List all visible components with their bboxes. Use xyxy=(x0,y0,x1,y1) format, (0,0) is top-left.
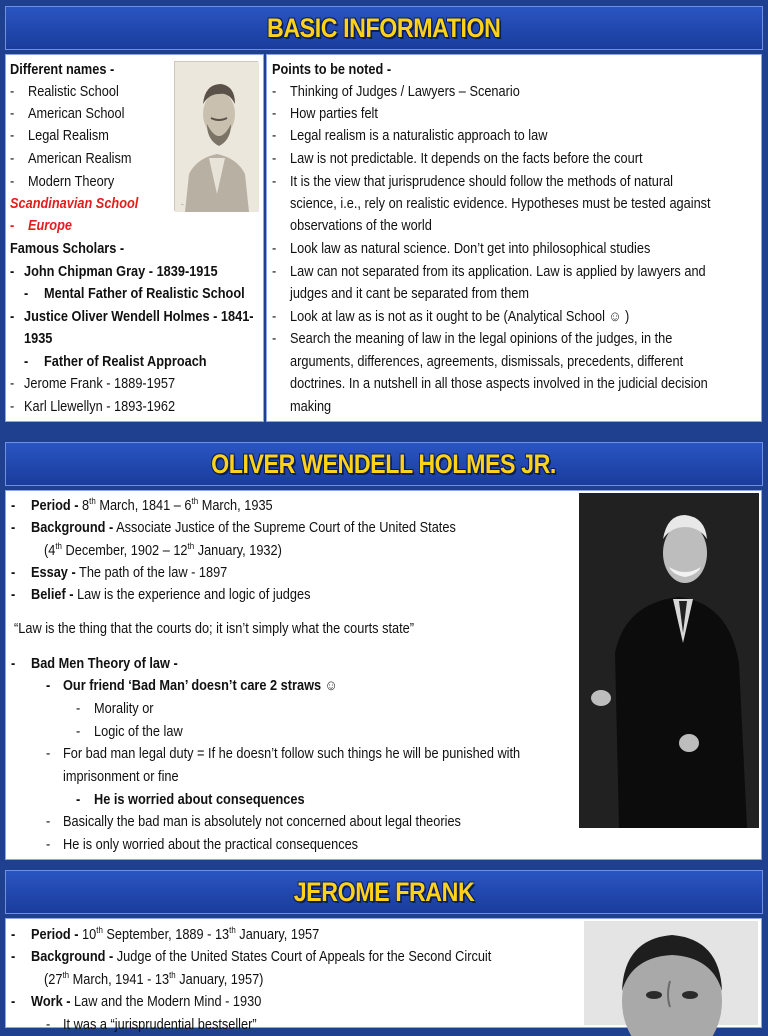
slide-title-banner xyxy=(5,442,763,486)
scandinavian-school: Scandinavian School xyxy=(10,196,139,212)
bullet: - xyxy=(24,354,29,370)
point-line: How parties felt xyxy=(290,106,378,122)
essay-text: The path of the law - 1897 xyxy=(79,565,228,581)
name-item: Realistic School xyxy=(28,84,119,100)
period-label: Period - xyxy=(31,927,79,943)
point-line-cont: observations of the world xyxy=(290,218,432,234)
point-line-cont: science, i.e., rely on realistic evidence. Hypotheses must be tested against xyxy=(290,196,711,212)
belief-text: Law is the experience and logic of judges xyxy=(77,587,311,603)
essay-line xyxy=(31,562,227,584)
point-line-cont: judges and it cant be separated from them xyxy=(290,286,530,302)
scholar-frank: Jerome Frank - 1889-1957 xyxy=(24,376,176,392)
background-label: Background - xyxy=(31,520,114,536)
bullet: - xyxy=(11,498,16,514)
scholar-holmes: Justice Oliver Wendell Holmes - 1841- xyxy=(24,309,254,325)
slide-title: OLIVER WENDELL HOLMES JR. xyxy=(211,448,557,479)
bullet: - xyxy=(76,792,81,808)
point-line: Search the meaning of law in the legal opinions of the judges, in the xyxy=(290,331,673,347)
date-sup: th xyxy=(55,541,62,552)
bullet: - xyxy=(10,151,15,167)
period-end: March, 1935 xyxy=(198,498,273,514)
period-day: 10 xyxy=(82,927,97,943)
bullet: - xyxy=(76,701,81,717)
holmes-panel xyxy=(5,490,762,860)
period-sup: th xyxy=(96,925,103,936)
background-line xyxy=(31,517,456,539)
gray-note: Mental Father of Realistic School xyxy=(44,286,245,302)
date-sup: th xyxy=(169,970,176,981)
scholar-llewellyn: Karl Llewellyn - 1893-1962 xyxy=(24,399,176,415)
bullet: - xyxy=(10,399,15,415)
bullet: - xyxy=(76,724,81,740)
point-line: It is the view that jurisprudence should follow the methods of natural xyxy=(290,174,674,190)
svg-text:~: ~ xyxy=(181,203,184,208)
date-part: (27 xyxy=(44,972,63,988)
period-end: January, 1957 xyxy=(235,927,320,943)
period-mid: September, 1889 - 13 xyxy=(102,927,230,943)
morality-line: Morality or xyxy=(94,701,154,717)
bullet: - xyxy=(46,837,51,853)
date-sup: th xyxy=(187,541,195,552)
frank-panel xyxy=(5,918,762,1033)
practical-line: He is only worried about the practical consequences xyxy=(63,837,359,853)
bullet: - xyxy=(272,84,277,100)
bullet: - xyxy=(10,106,15,122)
bullet: - xyxy=(46,814,51,830)
essay-label: Essay - xyxy=(31,565,76,581)
point-line: Look at law as is not as it ought to be (Analytical School ☺ ) xyxy=(290,309,630,325)
bullet: - xyxy=(272,106,277,122)
background-dates xyxy=(44,540,282,562)
bullet: - xyxy=(10,128,15,144)
bullet: - xyxy=(10,84,15,100)
bullet: - xyxy=(10,264,15,280)
portrait-sketch-image xyxy=(174,61,258,211)
bullet: - xyxy=(11,520,16,536)
bullet: - xyxy=(46,1017,51,1033)
bullet: - xyxy=(11,949,16,965)
point-line-cont: making xyxy=(290,399,332,415)
date-part: (4 xyxy=(44,543,56,559)
bullet: - xyxy=(11,927,16,943)
duty-line-cont: imprisonment or fine xyxy=(63,769,179,785)
left-panel xyxy=(5,54,264,422)
names-heading: Different names - xyxy=(10,62,115,78)
belief-label: Belief - xyxy=(31,587,74,603)
worried-line: He is worried about consequences xyxy=(94,792,305,808)
bullet: - xyxy=(11,994,16,1010)
work-line xyxy=(31,991,261,1013)
name-item: Modern Theory xyxy=(28,174,115,190)
date-sup: th xyxy=(62,970,70,981)
scholars-heading: Famous Scholars - xyxy=(10,241,125,257)
holmes-quote: “Law is the thing that the courts do; it isn’t simply what the courts state” xyxy=(14,621,415,637)
slide-basic-information xyxy=(0,0,768,430)
basically-line: Basically the bad man is absolutely not concerned about legal theories xyxy=(63,814,461,830)
name-item: American Realism xyxy=(28,151,132,167)
right-panel xyxy=(266,54,762,422)
bullet: - xyxy=(272,264,277,280)
logic-line: Logic of the law xyxy=(94,724,183,740)
slide-holmes xyxy=(0,434,768,864)
period-sup: th xyxy=(89,496,96,507)
badmen-heading: Bad Men Theory of law - xyxy=(31,656,178,672)
point-line-cont: arguments, differences, agreements, dismissals, precedents, different xyxy=(290,354,684,370)
slide-title-banner xyxy=(5,6,763,50)
scholar-gray: John Chipman Gray - 1839-1915 xyxy=(24,264,218,280)
bestseller-line: It was a “jurisprudential bestseller” xyxy=(63,1017,257,1033)
bullet: - xyxy=(46,746,51,762)
name-item: Legal Realism xyxy=(28,128,109,144)
duty-line: For bad man legal duty = If he doesn’t follow such things he will be punished with xyxy=(63,746,521,762)
period-sup: th xyxy=(191,496,199,507)
date-part: December, 1902 – 12 xyxy=(61,543,188,559)
frank-portrait-image xyxy=(584,921,758,1025)
bullet: - xyxy=(46,678,51,694)
scholar-holmes-cont: 1935 xyxy=(24,331,53,347)
period-mid: March, 1841 – 6 xyxy=(95,498,192,514)
point-line: Law can not separated from its application. Law is applied by lawyers and xyxy=(290,264,706,280)
background-text: Associate Justice of the Supreme Court of the United States xyxy=(116,520,456,536)
date-part: January, 1932) xyxy=(194,543,282,559)
period-day: 8 xyxy=(82,498,90,514)
point-line: Law is not predictable. It depends on the facts before the court xyxy=(290,151,643,167)
bullet: - xyxy=(272,331,277,347)
holmes-note: Father of Realist Approach xyxy=(44,354,207,370)
point-line: Look law as natural science. Don’t get into philosophical studies xyxy=(290,241,651,257)
bullet: - xyxy=(10,218,15,234)
bullet: - xyxy=(11,587,16,603)
point-line: Thinking of Judges / Lawyers – Scenario xyxy=(290,84,520,100)
point-line-cont: doctrines. In a nutshell in all those aspects involved in the judicial decision xyxy=(290,376,708,392)
bullet: - xyxy=(272,151,277,167)
bullet: - xyxy=(10,174,15,190)
bullet: - xyxy=(272,241,277,257)
bullet: - xyxy=(272,128,277,144)
work-label: Work - xyxy=(31,994,71,1010)
bullet: - xyxy=(272,309,277,325)
slide-title: BASIC INFORMATION xyxy=(267,12,501,43)
bullet: - xyxy=(11,565,16,581)
work-text: Law and the Modern Mind - 1930 xyxy=(74,994,262,1010)
slide-title-banner xyxy=(5,870,763,914)
bullet: - xyxy=(24,286,29,302)
bullet: - xyxy=(10,309,15,325)
bullet: - xyxy=(10,376,15,392)
europe: Europe xyxy=(28,218,72,234)
name-item: American School xyxy=(28,106,125,122)
belief-line xyxy=(31,584,310,606)
slide-title: JEROME FRANK xyxy=(293,876,475,907)
background-dates xyxy=(44,969,263,991)
friend-line: Our friend ‘Bad Man’ doesn’t care 2 straws ☺ xyxy=(63,678,338,694)
background-text: Judge of the United States Court of Appeals for the Second Circuit xyxy=(116,949,492,965)
period-label: Period - xyxy=(31,498,79,514)
bullet: - xyxy=(11,656,16,672)
period-sup: th xyxy=(229,925,236,936)
background-label: Background - xyxy=(31,949,114,965)
bullet: - xyxy=(272,174,277,190)
points-heading: Points to be noted - xyxy=(272,62,392,78)
background-line xyxy=(31,946,491,968)
point-line: Legal realism is a naturalistic approach to law xyxy=(290,128,548,144)
period-line xyxy=(31,495,273,517)
slide-jerome-frank xyxy=(0,866,768,1033)
holmes-portrait-image xyxy=(579,493,759,828)
period-line xyxy=(31,924,319,946)
date-part: March, 1941 - 13 xyxy=(69,972,170,988)
date-part: January, 1957) xyxy=(175,972,264,988)
